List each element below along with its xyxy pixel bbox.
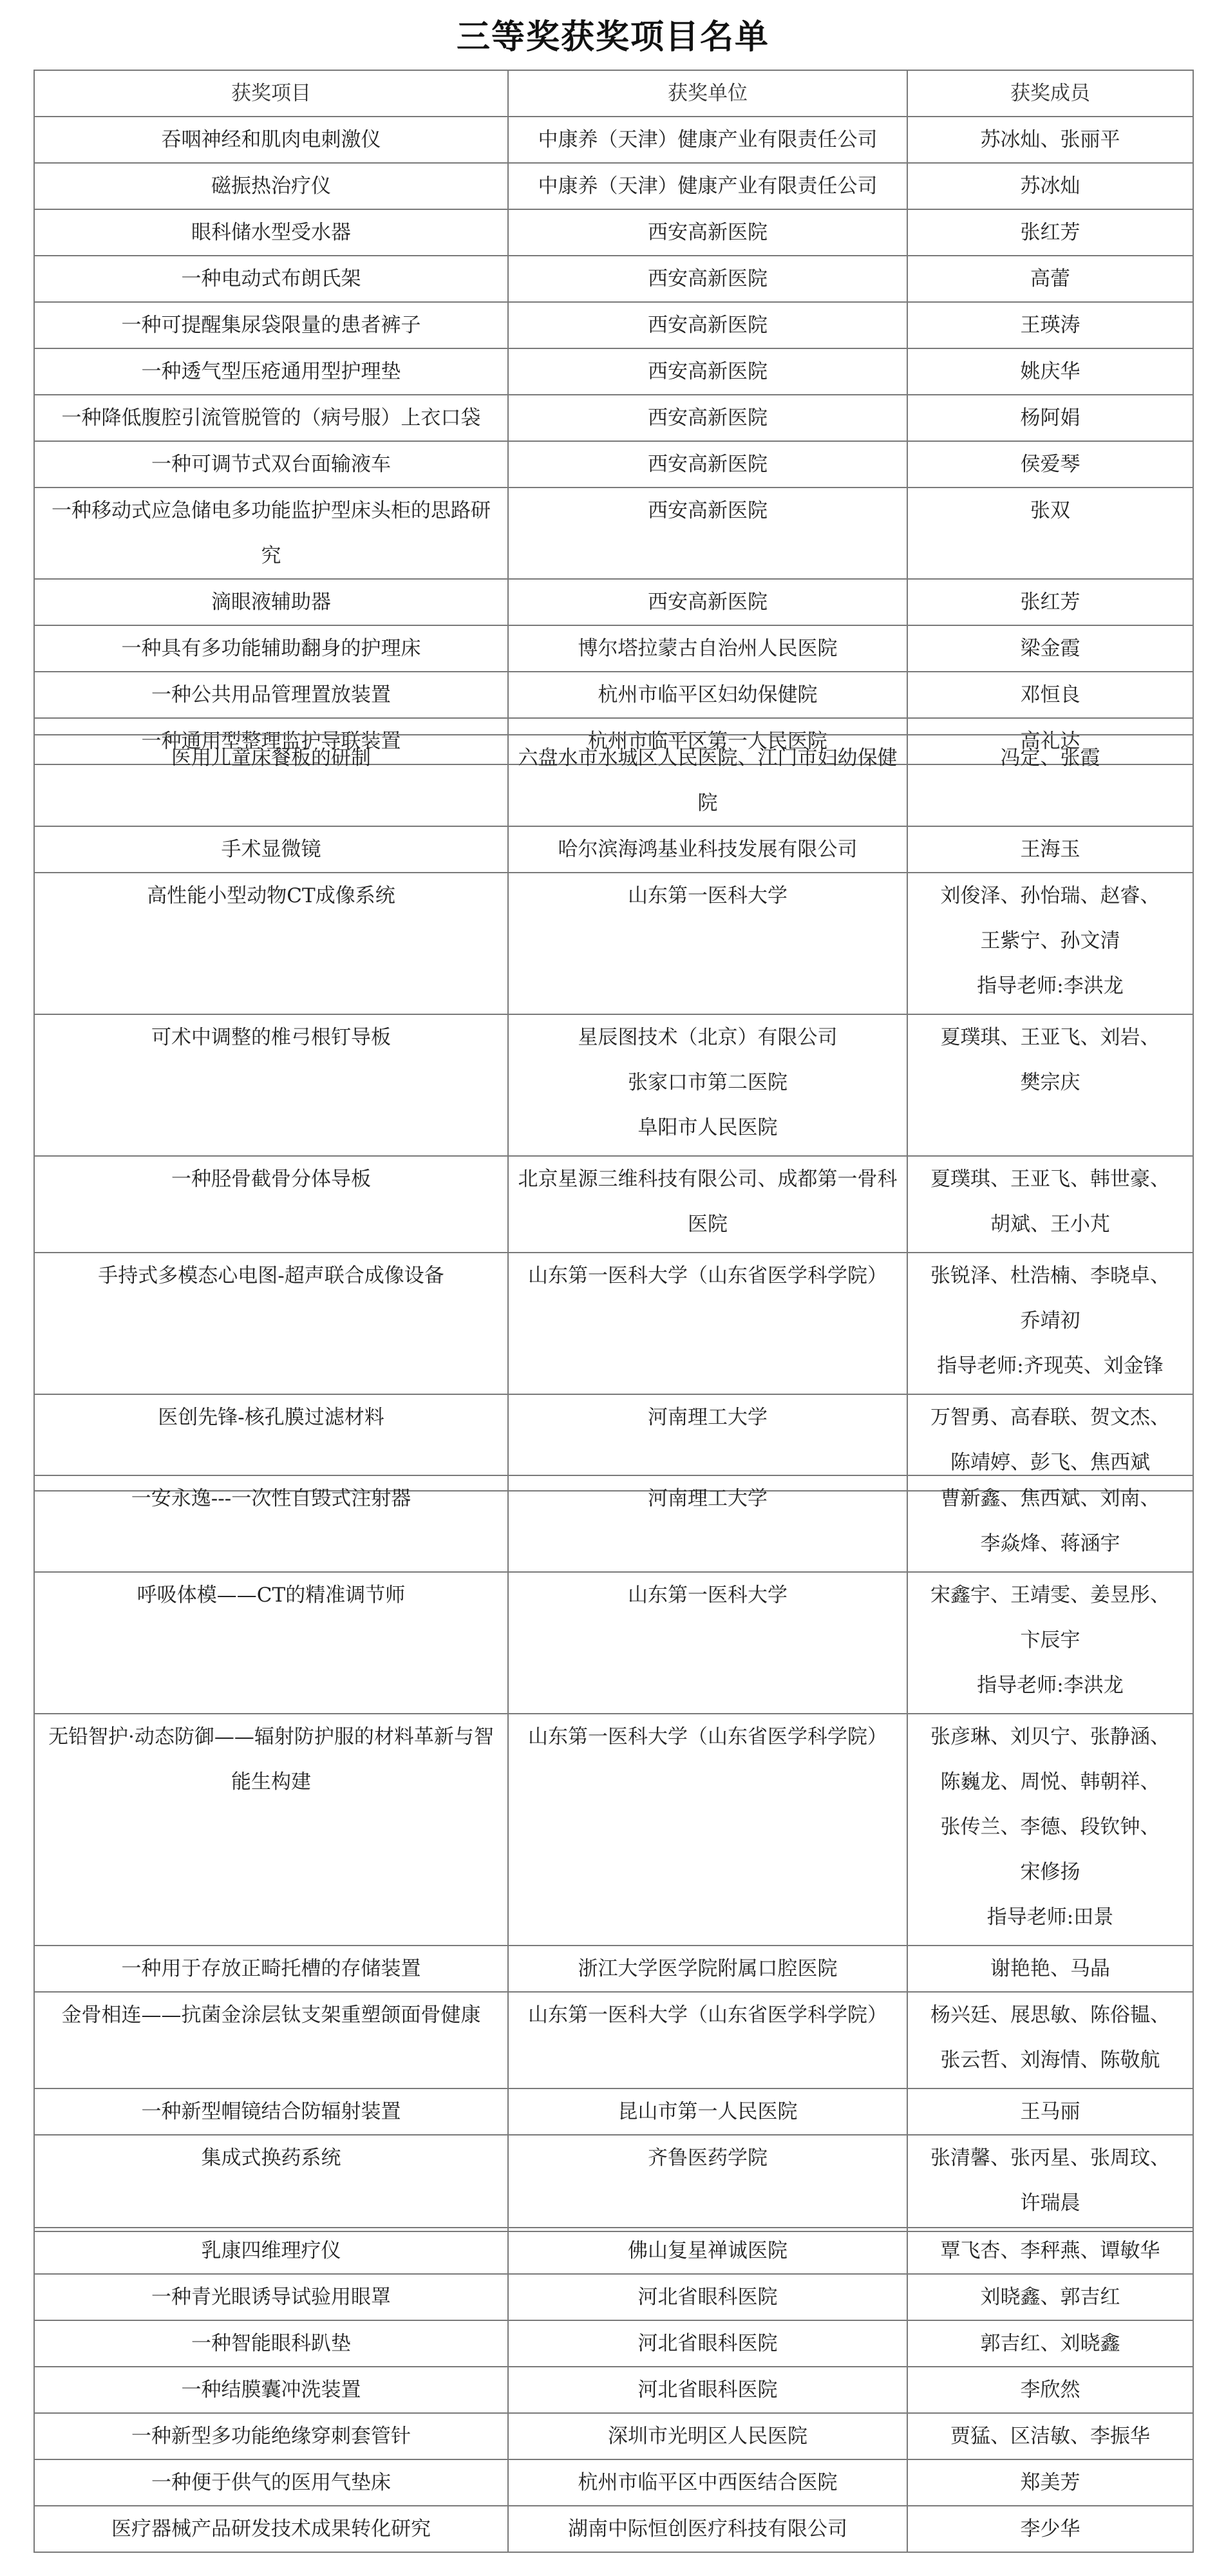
- member-line: 夏璞琪、王亚飞、刘岩、: [940, 1026, 1160, 1049]
- member-line: 指导老师:李洪龙: [977, 1674, 1124, 1697]
- member-line: 郑美芳: [1020, 2471, 1080, 2494]
- project-cell: 呼吸体模——CT的精准调节师: [34, 1572, 508, 1714]
- project-cell: 磁振热治疗仪: [34, 163, 508, 209]
- project-cell: 一种新型帽镜结合防辐射装置: [34, 2088, 508, 2135]
- member-line: 夏璞琪、王亚飞、韩世豪、: [930, 1168, 1170, 1191]
- unit-line: 山东第一医科大学（山东省医学科学院）: [528, 1725, 887, 1748]
- unit-cell: [508, 163, 907, 209]
- project-cell: 吞咽神经和肌肉电刺激仪: [34, 117, 508, 163]
- table-row: [34, 625, 1193, 672]
- members-cell: [907, 2274, 1193, 2320]
- member-line: 乔靖初: [1020, 1309, 1080, 1332]
- unit-line: 张家口市第二医院: [628, 1071, 787, 1094]
- member-line: 李欣然: [1020, 2378, 1080, 2401]
- table-row: [34, 302, 1193, 348]
- member-line: 杨阿娟: [1020, 406, 1080, 430]
- project-cell: 高性能小型动物CT成像系统: [34, 873, 508, 1014]
- member-line: 王海玉: [1020, 838, 1080, 861]
- members-cell: [907, 488, 1193, 579]
- unit-cell: [508, 348, 907, 395]
- unit-cell: [508, 735, 907, 826]
- unit-line: 湖南中际恒创医疗科技有限公司: [568, 2517, 847, 2541]
- unit-cell: [508, 1572, 907, 1714]
- member-line: 高蕾: [1030, 267, 1070, 290]
- member-line: 张彦琳、刘贝宁、张静涵、: [930, 1725, 1170, 1748]
- table-row: [34, 209, 1193, 256]
- project-cell: 一种移动式应急储电多功能监护型床头柜的思路研究: [34, 488, 508, 579]
- table-row: [34, 2367, 1193, 2413]
- table-row: [34, 826, 1193, 873]
- table-row: [34, 1992, 1193, 2088]
- member-line: 侯爱琴: [1020, 453, 1080, 476]
- project-cell: 滴眼液辅助器: [34, 579, 508, 625]
- member-line: 卞辰宇: [1020, 1629, 1080, 1652]
- table-row: [34, 2506, 1193, 2552]
- award-table-section-3: [33, 1475, 1194, 2232]
- project-cell: 一种透气型压疮通用型护理垫: [34, 348, 508, 395]
- award-table-section-4: [33, 2227, 1194, 2553]
- members-cell: [907, 1253, 1193, 1394]
- header-project: 获奖项目: [34, 70, 508, 117]
- member-line: 陈巍龙、周悦、韩朝祥、: [940, 1770, 1160, 1794]
- unit-line: 西安高新医院: [648, 314, 768, 337]
- table-row: [34, 163, 1193, 209]
- member-line: 张红芳: [1020, 591, 1080, 614]
- member-line: 苏冰灿、张丽平: [980, 128, 1120, 151]
- project-cell: 一种便于供气的医用气垫床: [34, 2459, 508, 2506]
- member-line: 高礼达: [1020, 730, 1080, 753]
- project-cell: 医用儿童床餐板的研制: [34, 735, 508, 826]
- table-row: [34, 735, 1193, 826]
- members-cell: [907, 2459, 1193, 2506]
- members-cell: [907, 2228, 1193, 2274]
- member-line: 刘俊泽、孙怡瑞、赵睿、: [940, 884, 1160, 907]
- project-cell: 一种通用型整理监护导联装置: [34, 718, 508, 764]
- award-table-section-2: [33, 734, 1194, 1492]
- project-cell: 一安永逸---一次性自毁式注射器: [34, 1475, 508, 1572]
- member-line: 李焱烽、蒋涵宇: [980, 1532, 1120, 1555]
- unit-line: 佛山复星禅诚医院: [628, 2239, 787, 2262]
- project-cell: 一种用于存放正畸托槽的存储装置: [34, 1946, 508, 1992]
- unit-cell: [508, 1014, 907, 1156]
- unit-cell: [508, 1156, 907, 1253]
- unit-cell: [508, 2274, 907, 2320]
- member-line: 冯定、张霞: [1000, 746, 1100, 770]
- members-cell: [907, 672, 1193, 718]
- unit-cell: [508, 2135, 907, 2231]
- table-row: [34, 2459, 1193, 2506]
- unit-cell: [508, 1253, 907, 1394]
- member-line: 陈靖婷、彭飞、焦西斌: [950, 1451, 1150, 1474]
- members-cell: [907, 2135, 1193, 2231]
- project-cell: 可术中调整的椎弓根钉导板: [34, 1014, 508, 1156]
- member-line: 指导老师:李洪龙: [977, 974, 1124, 998]
- unit-cell: [508, 209, 907, 256]
- project-cell: 金骨相连——抗菌金涂层钛支架重塑颌面骨健康: [34, 1992, 508, 2088]
- members-cell: [907, 735, 1193, 826]
- members-cell: [907, 2320, 1193, 2367]
- unit-line: 山东第一医科大学: [628, 1584, 787, 1607]
- table-row: [34, 2135, 1193, 2231]
- unit-line: 山东第一医科大学: [628, 884, 787, 907]
- table-row: [34, 395, 1193, 441]
- table-row: [34, 1253, 1193, 1394]
- unit-line: 医院: [688, 1213, 728, 1236]
- unit-line: 西安高新医院: [648, 499, 768, 522]
- table-row: [34, 488, 1193, 579]
- unit-line: 哈尔滨海鸿基业科技发展有限公司: [558, 838, 858, 861]
- project-cell: 一种可提醒集尿袋限量的患者裤子: [34, 302, 508, 348]
- project-cell: 乳康四维理疗仪: [34, 2228, 508, 2274]
- project-cell: 一种可调节式双台面输液车: [34, 441, 508, 488]
- award-table-section-1: [33, 70, 1194, 765]
- members-cell: [907, 2506, 1193, 2552]
- unit-cell: [508, 256, 907, 302]
- unit-cell: [508, 2320, 907, 2367]
- unit-line: 河北省眼科医院: [637, 2286, 778, 2309]
- member-line: 刘晓鑫、郭吉红: [980, 2286, 1120, 2309]
- project-cell: 一种具有多功能辅助翻身的护理床: [34, 625, 508, 672]
- members-cell: [907, 1156, 1193, 1253]
- member-line: 曹新鑫、焦西斌、刘南、: [940, 1487, 1160, 1510]
- table-row: [34, 441, 1193, 488]
- unit-line: 西安高新医院: [648, 591, 768, 614]
- member-line: 苏冰灿: [1020, 175, 1080, 198]
- unit-line: 河北省眼科医院: [637, 2332, 778, 2355]
- unit-line: 山东第一医科大学（山东省医学科学院）: [528, 2003, 887, 2027]
- unit-cell: [508, 1992, 907, 2088]
- unit-line: 中康养（天津）健康产业有限责任公司: [538, 128, 878, 151]
- members-cell: [907, 2367, 1193, 2413]
- table-row: [34, 2228, 1193, 2274]
- unit-cell: [508, 826, 907, 873]
- table-row: [34, 256, 1193, 302]
- table-row: [34, 2274, 1193, 2320]
- unit-cell: [508, 117, 907, 163]
- member-line: 贾猛、区洁敏、李振华: [950, 2425, 1150, 2448]
- table-row: [34, 873, 1193, 1014]
- members-cell: [907, 1014, 1193, 1156]
- unit-line: 西安高新医院: [648, 453, 768, 476]
- member-line: 张锐泽、杜浩楠、李晓卓、: [930, 1264, 1170, 1287]
- unit-cell: [508, 2506, 907, 2552]
- unit-line: 河北省眼科医院: [637, 2378, 778, 2401]
- table-row: [34, 579, 1193, 625]
- project-cell: 一种结膜囊冲洗装置: [34, 2367, 508, 2413]
- project-cell: 一种电动式布朗氏架: [34, 256, 508, 302]
- member-line: 张传兰、李德、段钦钟、: [940, 1815, 1160, 1839]
- unit-cell: [508, 672, 907, 718]
- unit-cell: [508, 441, 907, 488]
- project-cell: 医疗器械产品研发技术成果转化研究: [34, 2506, 508, 2552]
- member-line: 谢艳艳、马晶: [990, 1957, 1110, 1980]
- unit-line: 齐鲁医药学院: [648, 2146, 768, 2170]
- table-header-row: [34, 70, 1193, 117]
- members-cell: [907, 2413, 1193, 2459]
- unit-cell: [508, 2459, 907, 2506]
- unit-cell: [508, 2413, 907, 2459]
- unit-line: 杭州市临平区第一人民医院: [588, 730, 827, 753]
- members-cell: [907, 1714, 1193, 1946]
- members-cell: [907, 579, 1193, 625]
- member-line: 万智勇、高春联、贺文杰、: [930, 1406, 1170, 1429]
- member-line: 姚庆华: [1020, 360, 1080, 383]
- unit-line: 西安高新医院: [648, 360, 768, 383]
- unit-line: 中康养（天津）健康产业有限责任公司: [538, 175, 878, 198]
- members-cell: [907, 395, 1193, 441]
- member-line: 宋修扬: [1020, 1861, 1080, 1884]
- unit-cell: [508, 488, 907, 579]
- table-row: [34, 1946, 1193, 1992]
- members-cell: [907, 826, 1193, 873]
- members-cell: [907, 1475, 1193, 1572]
- member-line: 覃飞杏、李秤燕、谭敏华: [940, 2239, 1160, 2262]
- members-cell: [907, 1572, 1193, 1714]
- header-unit: 获奖单位: [508, 70, 907, 117]
- table-row: [34, 1475, 1193, 1572]
- unit-cell: [508, 395, 907, 441]
- member-line: 王瑛涛: [1020, 314, 1080, 337]
- member-line: 张双: [1030, 499, 1070, 522]
- table-row: [34, 2320, 1193, 2367]
- members-cell: [907, 441, 1193, 488]
- member-line: 王紫宁、孙文清: [980, 929, 1120, 952]
- project-cell: 眼科储水型受水器: [34, 209, 508, 256]
- unit-line: 西安高新医院: [648, 267, 768, 290]
- unit-line: 西安高新医院: [648, 406, 768, 430]
- unit-line: 西安高新医院: [648, 221, 768, 244]
- unit-cell: [508, 2088, 907, 2135]
- member-line: 许瑞晨: [1020, 2192, 1080, 2215]
- unit-line: 河南理工大学: [648, 1406, 768, 1429]
- members-cell: [907, 348, 1193, 395]
- member-line: 张云哲、刘海情、陈敬航: [940, 2049, 1160, 2072]
- member-line: 张清馨、张丙星、张周玟、: [930, 2146, 1170, 2170]
- member-line: 郭吉红、刘晓鑫: [980, 2332, 1120, 2355]
- member-line: 杨兴廷、展思敏、陈俗韫、: [930, 2003, 1170, 2027]
- table-row: [34, 2088, 1193, 2135]
- project-cell: 手术显微镜: [34, 826, 508, 873]
- unit-cell: [508, 1475, 907, 1572]
- unit-cell: [508, 2228, 907, 2274]
- unit-cell: [508, 873, 907, 1014]
- unit-line: 星辰图技术（北京）有限公司: [578, 1026, 838, 1049]
- unit-cell: [508, 1714, 907, 1946]
- project-cell: 一种新型多功能绝缘穿刺套管针: [34, 2413, 508, 2459]
- project-cell: 手持式多模态心电图-超声联合成像设备: [34, 1253, 508, 1394]
- members-cell: [907, 256, 1193, 302]
- table-row: [34, 117, 1193, 163]
- member-line: 胡斌、王小芃: [990, 1213, 1110, 1236]
- members-cell: [907, 1992, 1193, 2088]
- member-line: 樊宗庆: [1020, 1071, 1080, 1094]
- unit-cell: [508, 302, 907, 348]
- unit-line: 六盘水市水城区人民医院、江门市妇幼保健院: [518, 746, 898, 815]
- member-line: 王马丽: [1020, 2100, 1080, 2123]
- unit-cell: [508, 2367, 907, 2413]
- project-cell: 一种青光眼诱导试验用眼罩: [34, 2274, 508, 2320]
- project-cell: 一种智能眼科趴垫: [34, 2320, 508, 2367]
- members-cell: [907, 625, 1193, 672]
- table-row: [34, 672, 1193, 718]
- members-cell: [907, 209, 1193, 256]
- project-cell: 一种胫骨截骨分体导板: [34, 1156, 508, 1253]
- unit-line: 深圳市光明区人民医院: [608, 2425, 807, 2448]
- unit-cell: [508, 579, 907, 625]
- members-cell: [907, 2088, 1193, 2135]
- member-line: 邓恒良: [1020, 683, 1080, 706]
- table-row: [34, 1156, 1193, 1253]
- project-cell: 集成式换药系统: [34, 2135, 508, 2231]
- members-cell: [907, 873, 1193, 1014]
- unit-line: 昆山市第一人民医院: [618, 2100, 798, 2123]
- members-cell: [907, 163, 1193, 209]
- unit-line: 阜阳市人民医院: [637, 1116, 778, 1139]
- unit-cell: [508, 1946, 907, 1992]
- unit-line: 山东第一医科大学（山东省医学科学院）: [528, 1264, 887, 1287]
- members-cell: [907, 1946, 1193, 1992]
- project-cell: 一种公共用品管理置放装置: [34, 672, 508, 718]
- table-row: [34, 2413, 1193, 2459]
- project-cell: 无铅智护·动态防御——辐射防护服的材料革新与智能生构建: [34, 1714, 508, 1946]
- unit-line: 北京星源三维科技有限公司、成都第一骨科: [518, 1168, 898, 1191]
- page-title: 三等奖获奖项目名单: [456, 17, 769, 57]
- table-row: [34, 348, 1193, 395]
- table-row: [34, 1572, 1193, 1714]
- table-row: [34, 1714, 1193, 1946]
- members-cell: [907, 302, 1193, 348]
- member-line: 张红芳: [1020, 221, 1080, 244]
- members-cell: [907, 117, 1193, 163]
- unit-line: 杭州市临平区妇幼保健院: [598, 683, 818, 706]
- unit-line: 杭州市临平区中西医结合医院: [578, 2471, 838, 2494]
- unit-cell: [508, 625, 907, 672]
- member-line: 指导老师:齐现英、刘金锋: [937, 1354, 1164, 1378]
- member-line: 梁金霞: [1020, 637, 1080, 660]
- project-cell: 一种降低腹腔引流管脱管的（病号服）上衣口袋: [34, 395, 508, 441]
- member-line: 指导老师:田景: [986, 1906, 1114, 1929]
- unit-line: 浙江大学医学院附属口腔医院: [578, 1957, 838, 1980]
- member-line: 李少华: [1020, 2517, 1080, 2541]
- member-line: 宋鑫宇、王靖雯、姜昱彤、: [930, 1584, 1170, 1607]
- unit-line: 博尔塔拉蒙古自治州人民医院: [578, 637, 838, 660]
- project-cell: 医创先锋-核孔膜过滤材料: [34, 1394, 508, 1491]
- table-row: [34, 1014, 1193, 1156]
- header-members: 获奖成员: [907, 70, 1193, 117]
- unit-line: 河南理工大学: [648, 1487, 768, 1510]
